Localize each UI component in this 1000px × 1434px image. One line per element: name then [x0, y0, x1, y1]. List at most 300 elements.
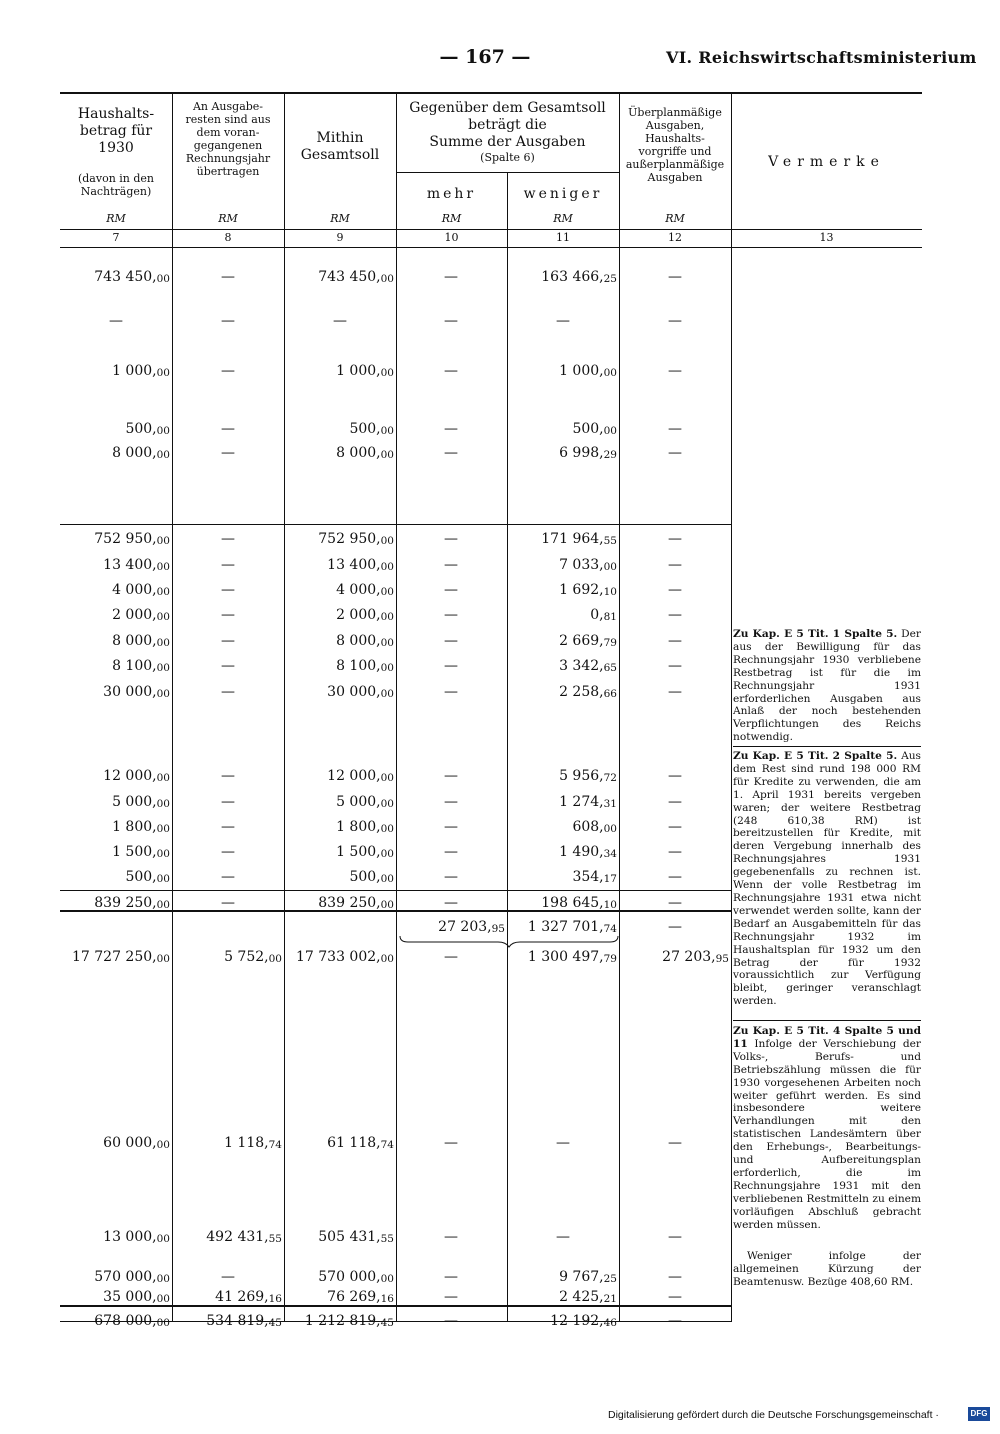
table-cell — [528, 948, 617, 967]
cell-value: 8 100 — [336, 658, 377, 674]
cell-decimals: 74 — [380, 1139, 394, 1151]
col8-title-4: gegangenen — [193, 139, 263, 152]
note-4 — [733, 1250, 921, 1289]
table-cell — [572, 420, 617, 439]
decimal-comma: , — [376, 557, 381, 573]
table-cell — [112, 793, 170, 812]
cell-decimals: 31 — [603, 798, 617, 810]
cell-decimals: 00 — [380, 848, 394, 860]
cell-decimals: 00 — [156, 798, 170, 810]
table-cell-dash: — — [668, 919, 682, 935]
table-cell — [112, 818, 170, 837]
cell-decimals: 95 — [491, 923, 505, 935]
cell-decimals: 29 — [603, 449, 617, 461]
table-cell — [438, 918, 505, 937]
group-title-2: beträgt die — [468, 117, 547, 133]
cell-decimals: 00 — [156, 1273, 170, 1285]
cell-decimals: 45 — [380, 1317, 394, 1329]
decimal-comma: , — [599, 607, 604, 623]
cell-decimals: 00 — [380, 425, 394, 437]
note-2-text: Aus dem Rest sind rund 198 000 RM für Kredite zu verwenden, die am 1. April 1931 bereits vergeben waren; der weitere Restbetrag (248 610,38 RM) ist bereitzustellen für Kredite, mit deren Vergebung innerhalb des Rechnungsjahres 1931 gegebenenfalls zu rechnen ist. Wenn der volle Restbetrag im Rechnungsjahre 1931 etwa nicht verwendet werden sollte, kann der Bedarf an Ausgabemitteln für das Rechnungsjahr 1932 im Haushaltsplan für 1932 um den Betrag der für 1932 voraussichtlich zur Verfügung bleibt, geringer veranschlagt werden. — [733, 750, 921, 1008]
cell-decimals: 00 — [156, 535, 170, 547]
cell-decimals: 00 — [380, 449, 394, 461]
table-cell — [318, 1228, 394, 1247]
col7-title-1: Haushalts- — [77, 106, 155, 122]
table-cell-dash: — — [221, 607, 235, 623]
table-cell-dash: — — [444, 363, 458, 379]
cell-decimals: 34 — [603, 848, 617, 860]
col7-title-5: Nachträgen) — [80, 185, 152, 198]
cell-value: 8 000 — [112, 633, 153, 649]
decimal-comma: , — [152, 1269, 157, 1285]
cell-value: 2 000 — [112, 607, 153, 623]
cell-value: 27 203 — [662, 949, 712, 965]
decimal-comma: , — [376, 658, 381, 674]
table-cell — [572, 868, 617, 887]
cell-decimals: 72 — [603, 772, 617, 784]
col-rule-6 — [731, 94, 732, 1322]
table-cell — [559, 1268, 617, 1287]
table-cell — [72, 948, 170, 967]
table-cell — [559, 683, 617, 702]
col12-title-4: vorgriffe und — [638, 145, 712, 158]
table-cell — [541, 268, 617, 287]
cell-value: 163 466 — [541, 269, 600, 285]
cell-decimals: 00 — [380, 611, 394, 623]
cell-value: 17 727 250 — [72, 949, 153, 965]
decimal-comma: , — [264, 1289, 269, 1305]
cell-decimals: 00 — [380, 273, 394, 285]
decimal-comma: , — [599, 1313, 604, 1329]
table-cell-dash: — — [668, 1313, 682, 1329]
cell-value: 1 500 — [336, 844, 377, 860]
cell-decimals: 00 — [380, 873, 394, 885]
table-cell-dash: — — [668, 768, 682, 784]
cell-decimals: 00 — [156, 823, 170, 835]
cell-decimals: 00 — [603, 367, 617, 379]
cell-decimals: 74 — [603, 923, 617, 935]
decimal-comma: , — [376, 895, 381, 911]
cell-decimals: 00 — [156, 561, 170, 573]
cell-decimals: 79 — [603, 637, 617, 649]
header-col10: mehr — [426, 186, 477, 202]
cell-value: 505 431 — [318, 1229, 377, 1245]
unit-col12: RM — [665, 212, 685, 225]
decimal-comma: , — [376, 269, 381, 285]
table-cell-dash: — — [221, 794, 235, 810]
note-3-text: Infolge der Verschiebung der Volks-, Berufs- und Betriebszählung müssen die für 1930 vorgesehenen Arbeiten noch weiter geführt werden. Es sind insbesondere weitere Verhandlungen mit den statistischen Landesämtern über den Erhebungs-, Bearbeitungs- und Aufbereitungsplan erforderlich, die im Rechnungsjahre 1931 mit den verbliebenen Restmitteln zu einem vorläufigen Abschluß gebracht werden müssen. — [733, 1037, 921, 1231]
table-cell-dash: — — [668, 607, 682, 623]
table-cell-dash: — — [668, 794, 682, 810]
table-cell-dash: — — [109, 313, 123, 329]
cell-value: 17 733 002 — [296, 949, 377, 965]
cell-decimals: 79 — [603, 953, 617, 965]
table-cell — [206, 1312, 282, 1331]
table-cell-dash: — — [444, 1289, 458, 1305]
decimal-comma: , — [152, 768, 157, 784]
colnum-13: 13 — [819, 231, 834, 244]
decimal-comma: , — [376, 844, 381, 860]
decimal-comma: , — [599, 445, 604, 461]
cell-decimals: 00 — [380, 535, 394, 547]
col-rule-2 — [284, 94, 285, 1322]
col9-title-1: Mithin — [316, 130, 364, 146]
header-col8 — [172, 100, 284, 178]
cell-decimals: 55 — [380, 1233, 394, 1245]
table-cell — [662, 948, 729, 967]
decimal-comma: , — [152, 269, 157, 285]
table-cell-dash: — — [444, 269, 458, 285]
table-cell-dash: — — [668, 557, 682, 573]
cell-decimals: 10 — [603, 899, 617, 911]
decimal-comma: , — [152, 658, 157, 674]
cell-decimals: 00 — [156, 848, 170, 860]
decimal-comma: , — [376, 1269, 381, 1285]
cell-value: 5 956 — [559, 768, 600, 784]
col12-title-2: Ausgaben, — [645, 119, 705, 132]
cell-value: 13 400 — [327, 557, 377, 573]
cell-value: 354 — [572, 869, 600, 885]
table-cell — [559, 1288, 617, 1307]
cell-decimals: 10 — [603, 586, 617, 598]
decimal-comma: , — [599, 684, 604, 700]
table-cell-dash: — — [668, 269, 682, 285]
cell-value: 570 000 — [94, 1269, 153, 1285]
subtotal-rule-b — [60, 890, 732, 891]
col8-title-1: An Ausgabe- — [192, 100, 264, 113]
decimal-comma: , — [152, 684, 157, 700]
cell-decimals: 00 — [156, 662, 170, 674]
group-title-4: (Spalte 6) — [480, 151, 535, 164]
cell-value: 8 000 — [112, 445, 153, 461]
table-cell — [103, 1228, 170, 1247]
table-cell — [559, 843, 617, 862]
table-cell — [541, 894, 617, 913]
cell-decimals: 00 — [156, 1139, 170, 1151]
header-col7-sub — [60, 172, 172, 198]
decimal-comma: , — [152, 633, 157, 649]
decimal-comma: , — [599, 1289, 604, 1305]
decimal-comma: , — [376, 1313, 381, 1329]
cell-value: 500 — [125, 869, 153, 885]
cell-decimals: 00 — [156, 1233, 170, 1245]
colnum-rule — [60, 247, 922, 248]
table-cell-dash: — — [444, 869, 458, 885]
decimal-comma: , — [599, 633, 604, 649]
cell-value: 171 964 — [541, 531, 600, 547]
header-col13: Vermerke — [768, 154, 885, 170]
cell-value: 839 250 — [318, 895, 377, 911]
table-cell-dash: — — [444, 313, 458, 329]
table-cell-dash: — — [668, 1289, 682, 1305]
table-cell — [572, 818, 617, 837]
table-cell — [327, 1134, 394, 1153]
table-cell-dash: — — [221, 269, 235, 285]
decimal-comma: , — [152, 607, 157, 623]
table-cell-dash: — — [668, 582, 682, 598]
cell-decimals: 21 — [603, 1293, 617, 1305]
group-title-1: Gegenüber dem Gesamtsoll — [409, 100, 606, 116]
table-cell-dash: — — [668, 895, 682, 911]
decimal-comma: , — [152, 1229, 157, 1245]
cell-value: 4 000 — [112, 582, 153, 598]
table-cell-dash: — — [444, 1229, 458, 1245]
col-rule-1 — [172, 94, 173, 1322]
running-head: VI. Reichswirtschaftsministerium — [666, 48, 977, 67]
note-1-lead: Zu Kap. E 5 Tit. 1 Spalte 5. — [733, 628, 898, 640]
table-cell-dash: — — [668, 633, 682, 649]
cell-decimals: 00 — [380, 367, 394, 379]
cell-value: 61 118 — [327, 1135, 377, 1151]
cell-value: 8 000 — [336, 445, 377, 461]
decimal-comma: , — [152, 421, 157, 437]
cell-decimals: 16 — [380, 1293, 394, 1305]
cell-decimals: 55 — [268, 1233, 282, 1245]
decimal-comma: , — [599, 919, 604, 935]
decimal-comma: , — [599, 869, 604, 885]
cell-value: 1 490 — [559, 844, 600, 860]
table-cell-dash: — — [556, 1229, 570, 1245]
table-cell — [336, 657, 394, 676]
cell-decimals: 00 — [380, 953, 394, 965]
note-4-text: Weniger infolge der allgemeinen Kürzung der Beamtenusw. Bezüge 408,60 RM. — [733, 1250, 921, 1288]
table-cell-dash: — — [221, 421, 235, 437]
cell-decimals: 45 — [268, 1317, 282, 1329]
col-rule-3 — [396, 94, 397, 1322]
cell-value: 1 692 — [559, 582, 600, 598]
cell-decimals: 00 — [380, 688, 394, 700]
table-cell — [103, 767, 170, 786]
table-cell-dash: — — [668, 1135, 682, 1151]
cell-value: 743 450 — [318, 269, 377, 285]
decimal-comma: , — [152, 895, 157, 911]
cell-decimals: 00 — [603, 425, 617, 437]
table-cell — [94, 1312, 170, 1331]
table-cell-dash: — — [668, 658, 682, 674]
table-cell-dash: — — [221, 1269, 235, 1285]
cell-value: 492 431 — [206, 1229, 265, 1245]
col12-title-6: Ausgaben — [647, 171, 703, 184]
decimal-comma: , — [376, 768, 381, 784]
decimal-comma: , — [152, 869, 157, 885]
decimal-comma: , — [376, 794, 381, 810]
table-cell — [103, 556, 170, 575]
decimal-comma: , — [376, 445, 381, 461]
decimal-comma: , — [599, 421, 604, 437]
cell-decimals: 00 — [380, 586, 394, 598]
note-1-text: Der aus der Bewilligung für das Rechnungsjahr 1930 verbliebene Restbetrag ist für die im Rechnungsjahr 1931 erforderlichen Ausgaben aus Anlaß der noch bestehenden Verpflichtungen des Reichs notwendig. — [733, 628, 921, 744]
col7-title-3: 1930 — [98, 140, 134, 156]
col7-title-2: betrag für — [79, 123, 153, 139]
table-cell-dash: — — [221, 869, 235, 885]
table-cell-dash: — — [668, 844, 682, 860]
table-cell — [327, 683, 394, 702]
note-rule-2 — [733, 1020, 921, 1021]
decimal-comma: , — [599, 658, 604, 674]
cell-value: 2 669 — [559, 633, 600, 649]
table-cell-dash: — — [221, 557, 235, 573]
cell-decimals: 00 — [156, 273, 170, 285]
table-cell-dash: — — [668, 313, 682, 329]
table-cell — [336, 362, 394, 381]
table-cell — [103, 1134, 170, 1153]
decimal-comma: , — [152, 363, 157, 379]
colnum-7: 7 — [112, 231, 120, 244]
header-col9 — [284, 130, 396, 164]
cell-value: 12 192 — [550, 1313, 600, 1329]
cell-decimals: 00 — [156, 449, 170, 461]
cell-value: 500 — [349, 421, 377, 437]
decimal-comma: , — [152, 1313, 157, 1329]
cell-value: 1 118 — [224, 1135, 265, 1151]
table-cell-dash: — — [444, 1135, 458, 1151]
cell-decimals: 00 — [268, 953, 282, 965]
cell-value: 1 000 — [559, 363, 600, 379]
table-cell-dash: — — [221, 445, 235, 461]
cell-decimals: 46 — [603, 1317, 617, 1329]
table-cell — [336, 793, 394, 812]
table-cell-dash: — — [333, 313, 347, 329]
table-cell — [336, 843, 394, 862]
table-cell-dash: — — [444, 949, 458, 965]
colnum-10: 10 — [444, 231, 459, 244]
decimal-comma: , — [599, 582, 604, 598]
table-cell-dash: — — [444, 768, 458, 784]
cell-value: 1 300 497 — [527, 949, 600, 965]
table-cell — [336, 818, 394, 837]
col9-title-2: Gesamtsoll — [300, 147, 380, 163]
cell-value: 1 274 — [559, 794, 600, 810]
table-cell — [125, 868, 170, 887]
group-title-3: Summe der Ausgaben — [429, 134, 586, 150]
decimal-comma: , — [599, 531, 604, 547]
table-cell — [125, 420, 170, 439]
cell-value: 608 — [572, 819, 600, 835]
cell-value: 6 998 — [559, 445, 600, 461]
header-rule — [60, 229, 922, 230]
table-cell-dash: — — [444, 684, 458, 700]
decimal-comma: , — [599, 557, 604, 573]
cell-decimals: 81 — [603, 611, 617, 623]
decimal-comma: , — [264, 949, 269, 965]
table-cell-dash: — — [556, 313, 570, 329]
decimal-comma: , — [376, 1289, 381, 1305]
table-cell — [318, 530, 394, 549]
header-group — [396, 100, 619, 164]
table-cell — [590, 606, 617, 625]
cell-decimals: 00 — [380, 798, 394, 810]
cell-value: 500 — [125, 421, 153, 437]
col8-title-3: dem voran- — [196, 126, 260, 139]
cell-decimals: 16 — [268, 1293, 282, 1305]
header-col7 — [60, 106, 172, 157]
table-cell — [559, 657, 617, 676]
decimal-comma: , — [599, 768, 604, 784]
decimal-comma: , — [264, 1229, 269, 1245]
table-cell-dash: — — [444, 1313, 458, 1329]
table-cell — [224, 948, 282, 967]
table-cell-dash: — — [668, 819, 682, 835]
decimal-comma: , — [376, 869, 381, 885]
decimal-comma: , — [376, 582, 381, 598]
cell-decimals: 00 — [380, 1273, 394, 1285]
table-cell-dash: — — [444, 658, 458, 674]
unit-col11: RM — [553, 212, 573, 225]
note-2 — [733, 750, 921, 1008]
page-number: — 167 — — [439, 46, 531, 68]
table-cell — [318, 894, 394, 913]
decimal-comma: , — [599, 949, 604, 965]
cell-value: 3 342 — [559, 658, 600, 674]
table-top-rule — [60, 92, 922, 94]
table-cell — [318, 268, 394, 287]
table-cell — [327, 1288, 394, 1307]
cell-decimals: 74 — [268, 1139, 282, 1151]
table-cell-dash: — — [221, 895, 235, 911]
cell-value: 30 000 — [327, 684, 377, 700]
table-cell-dash: — — [221, 844, 235, 860]
table-cell — [94, 894, 170, 913]
table-cell-dash: — — [221, 768, 235, 784]
decimal-comma: , — [599, 794, 604, 810]
decimal-comma: , — [152, 844, 157, 860]
table-cell-dash: — — [444, 844, 458, 860]
cell-value: 76 269 — [327, 1289, 377, 1305]
cell-value: 5 000 — [336, 794, 377, 810]
unit-col8: RM — [218, 212, 238, 225]
table-cell — [349, 420, 394, 439]
decimal-comma: , — [264, 1135, 269, 1151]
cell-decimals: 00 — [156, 873, 170, 885]
note-3 — [733, 1025, 921, 1232]
decimal-comma: , — [599, 895, 604, 911]
decimal-comma: , — [376, 633, 381, 649]
table-cell — [336, 444, 394, 463]
cell-value: 35 000 — [103, 1289, 153, 1305]
table-cell-dash: — — [444, 1269, 458, 1285]
table-cell — [112, 657, 170, 676]
table-cell-dash: — — [444, 421, 458, 437]
table-cell — [318, 1268, 394, 1287]
colnum-8: 8 — [224, 231, 232, 244]
table-cell-dash: — — [668, 1229, 682, 1245]
decimal-comma: , — [152, 582, 157, 598]
cell-value: 0 — [590, 607, 600, 623]
cell-value: 13 000 — [103, 1229, 153, 1245]
table-cell — [541, 530, 617, 549]
col8-title-5: Rechnungsjahr — [185, 152, 271, 165]
cell-decimals: 66 — [603, 688, 617, 700]
table-cell — [305, 1312, 394, 1331]
cell-decimals: 00 — [156, 586, 170, 598]
cell-value: 12 000 — [103, 768, 153, 784]
colnum-11: 11 — [556, 231, 570, 244]
table-cell-dash: — — [444, 607, 458, 623]
cell-value: 27 203 — [438, 919, 488, 935]
table-cell-dash: — — [556, 1135, 570, 1151]
cell-value: 9 767 — [559, 1269, 600, 1285]
table-cell — [327, 767, 394, 786]
cell-decimals: 00 — [380, 561, 394, 573]
table-cell — [103, 1288, 170, 1307]
table-cell-dash: — — [444, 794, 458, 810]
cell-value: 752 950 — [318, 531, 377, 547]
decimal-comma: , — [264, 1313, 269, 1329]
col-rule-5 — [619, 94, 620, 1322]
cell-value: 839 250 — [94, 895, 153, 911]
table-cell-dash: — — [221, 582, 235, 598]
decimal-comma: , — [376, 949, 381, 965]
